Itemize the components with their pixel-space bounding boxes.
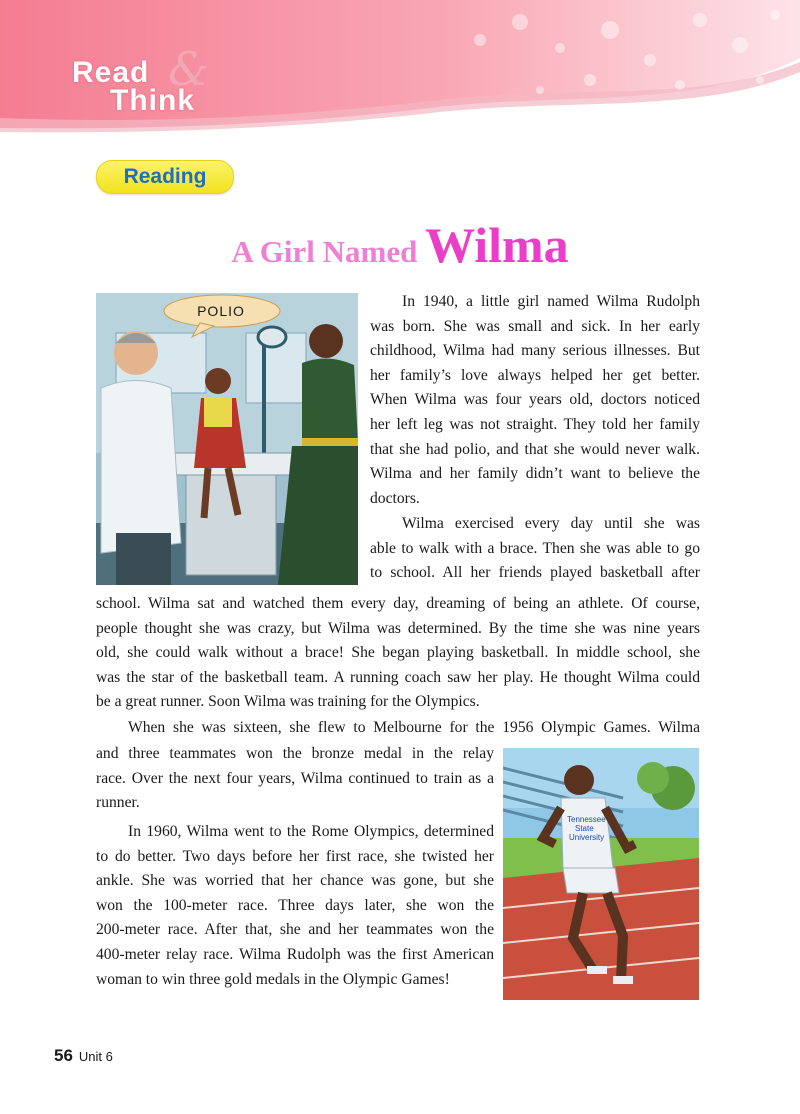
title-part-1: A Girl Named bbox=[231, 234, 426, 269]
text-line: doctors. bbox=[370, 489, 420, 507]
header-read-label: Read bbox=[72, 56, 150, 89]
polio-illustration bbox=[96, 293, 358, 585]
speech-bubble-text: POLIO bbox=[197, 303, 245, 319]
paragraph-3-start bbox=[96, 716, 700, 741]
text-line: was the star of the basketball team. A running coach saw her play. He thought Wilma could bbox=[96, 668, 700, 686]
text-line: 200-meter race. After that, she and her teammates won the bbox=[96, 921, 494, 939]
text-line: woman to win three gold medals in the Olympic Games! bbox=[96, 970, 450, 988]
shirt-text-line: University bbox=[569, 833, 605, 842]
text-line: Wilma and her family didn’t want to believe the bbox=[370, 465, 700, 483]
text-line: race. Over the next four years, Wilma continued to train as a bbox=[96, 769, 494, 787]
text-line: and three teammates won the bronze medal in the relay bbox=[96, 745, 494, 762]
page-footer bbox=[54, 1046, 113, 1066]
text-line: won the 100-meter race. Three days later, she won the bbox=[96, 896, 494, 914]
runner-illustration bbox=[503, 748, 699, 1000]
shirt-text-line: State bbox=[575, 824, 594, 833]
paragraph-4 bbox=[96, 820, 494, 992]
text-line: When she was sixteen, she flew to Melbourne for the 1956 Olympic Games. Wilma bbox=[128, 719, 700, 736]
page-title bbox=[0, 216, 800, 274]
shirt-text-line: Tennessee bbox=[567, 815, 606, 824]
text-line: able to walk with a brace. Then she was able to go bbox=[370, 539, 700, 557]
text-line: school. Wilma sat and watched them every day, dreaming of being an athlete. Of course, bbox=[96, 595, 700, 612]
text-line: was born. She was small and sick. In her early bbox=[370, 317, 700, 335]
text-line: In 1960, Wilma went to the Rome Olympics, determined bbox=[128, 823, 494, 840]
text-line: 400-meter relay race. Wilma Rudolph was the first American bbox=[96, 945, 494, 963]
header-think-label: Think bbox=[110, 84, 195, 117]
text-line: childhood, Wilma had many serious illnesses. But bbox=[370, 342, 700, 360]
text-line: her left leg was not straight. They told her family bbox=[370, 415, 700, 433]
header-banner bbox=[0, 0, 800, 150]
text-line: that she had polio, and that she would never walk. bbox=[370, 440, 700, 458]
paragraph-2-continued bbox=[96, 592, 700, 715]
text-line: to do better. Two days before her first race, she twisted her bbox=[96, 847, 494, 865]
paragraph-1 bbox=[370, 290, 700, 511]
title-part-2: Wilma bbox=[425, 217, 569, 273]
text-line: people thought she was crazy, but Wilma was determined. By the time she was nine years bbox=[96, 619, 700, 637]
text-line: ankle. She was worried that her chance was gone, but she bbox=[96, 872, 494, 890]
page-number: 56 bbox=[54, 1046, 73, 1065]
text-line: be a great runner. Soon Wilma was training for the Olympics. bbox=[96, 693, 480, 711]
unit-label: Unit 6 bbox=[78, 1049, 113, 1064]
text-line: her family’s love always helped her get better. bbox=[370, 366, 700, 384]
text-line: runner. bbox=[96, 794, 140, 812]
section-label-reading: Reading bbox=[96, 160, 234, 194]
header-ampersand: & bbox=[168, 42, 209, 96]
text-line: In 1940, a little girl named Wilma Rudolph bbox=[402, 293, 700, 310]
paragraph-3-continued bbox=[96, 742, 494, 816]
paragraph-2-start bbox=[370, 512, 700, 586]
text-line: to school. All her friends played basketball after bbox=[370, 564, 700, 582]
text-line: When Wilma was four years old, doctors noticed bbox=[370, 391, 700, 409]
text-line: Wilma exercised every day until she was bbox=[402, 515, 700, 532]
text-line: old, she could walk without a brace! She began playing basketball. In middle school, she bbox=[96, 644, 700, 662]
